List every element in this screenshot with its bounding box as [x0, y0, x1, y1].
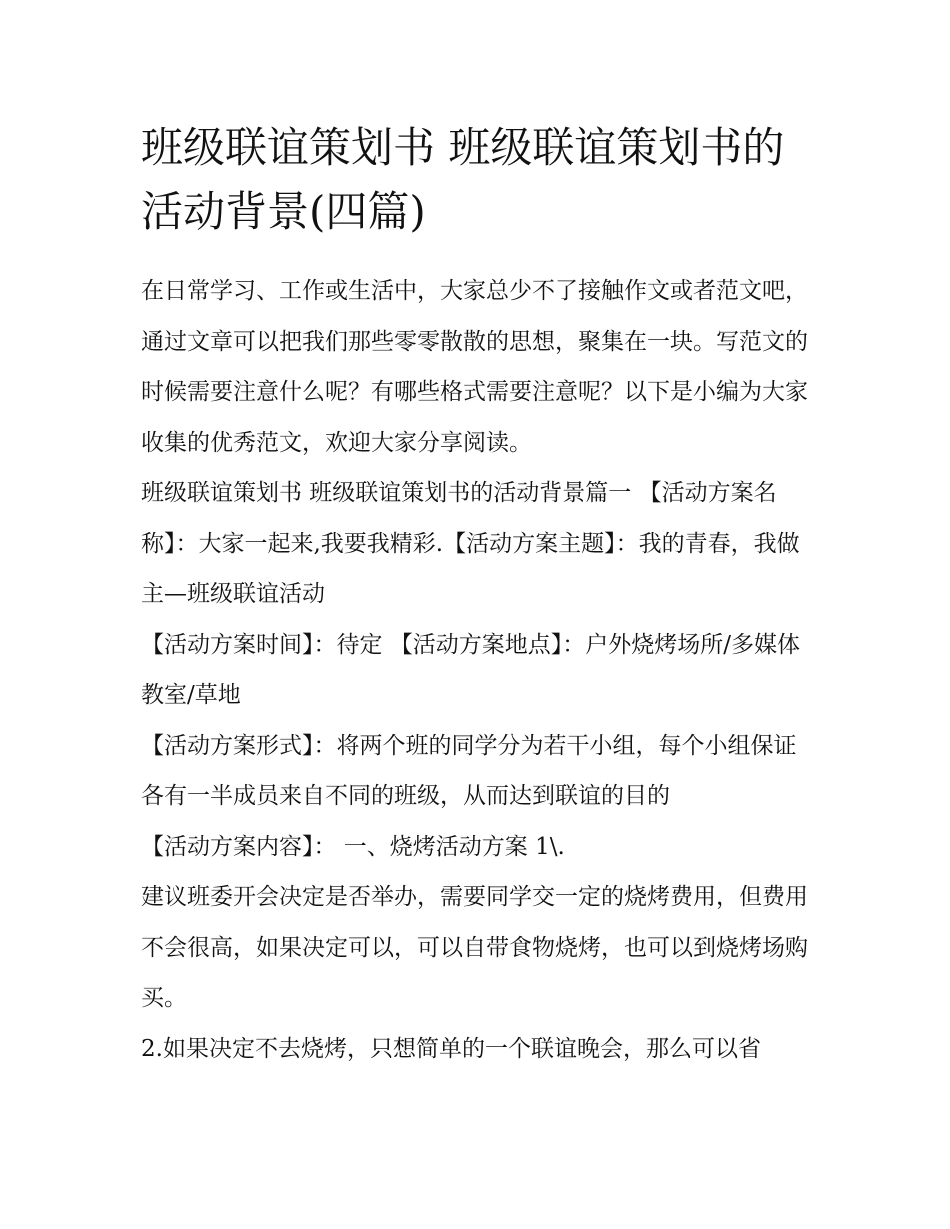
plan-content-paragraph: 【活动方案内容】： 一、烧烤活动方案 1\.: [141, 833, 565, 860]
intro-paragraph: 在日常学习、工作或生活中，大家总少不了接触作文或者范文吧，通过文章可以把我们那些零零散散的思想，聚集在一块。写范文的时候需要注意什么呢？有哪些格式需要注意呢？以下是小编为大家收集的优秀范文，欢迎大家分享阅读。: [141, 278, 808, 456]
bbq-suggestion-paragraph: 建议班委开会决定是否举办，需要同学交一定的烧烤费用，但费用不会很高，如果决定可以，可以自带食物烧烤，也可以到烧烤场购买。: [141, 884, 808, 1011]
plan-time-location-paragraph: 【活动方案时间】：待定 【活动方案地点】：户外烧烤场所/多媒体教室/草地: [141, 631, 801, 708]
document-body: [141, 116, 813, 1074]
document-title: 班级联谊策划书 班级联谊策划书的活动背景(四篇): [141, 123, 785, 236]
plan-name-paragraph: 班级联谊策划书 班级联谊策划书的活动背景篇一 【活动方案名称】：大家一起来,我要我精彩.【活动方案主题】：我的青春，我做主—班级联谊活动: [141, 480, 800, 607]
plan-format-paragraph: 【活动方案形式】：将两个班的同学分为若干小组，每个小组保证各有一半成员来自不同的班级，从而达到联谊的目的: [141, 732, 797, 809]
party-alternative-paragraph: 2.如果决定不去烧烤，只想简单的一个联谊晚会，那么可以省: [141, 1035, 761, 1062]
